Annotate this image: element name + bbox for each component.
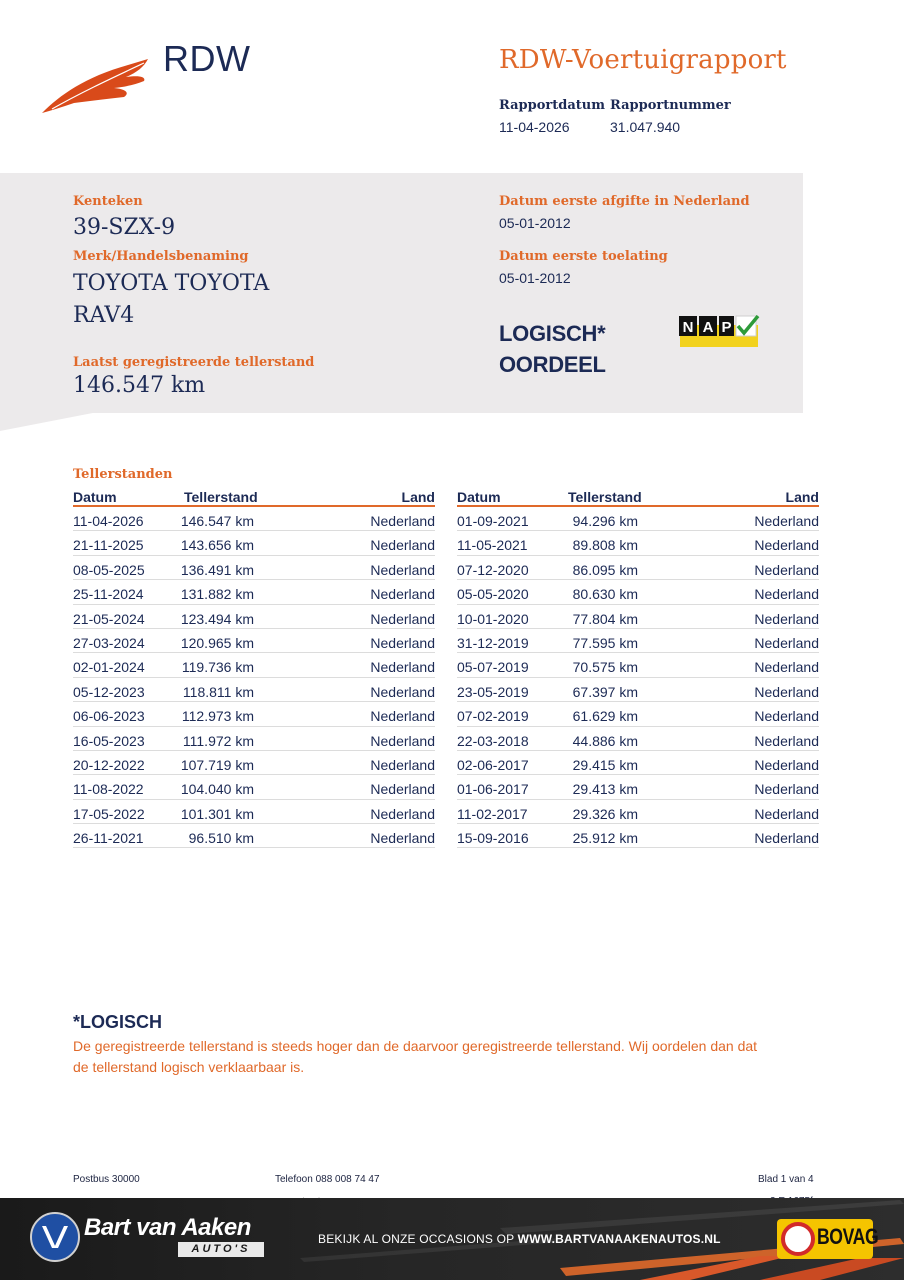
- row-date: 26-11-2021: [73, 830, 144, 847]
- row-reading: 94.296 km: [572, 513, 638, 529]
- row-reading: 146.547 km: [180, 513, 254, 529]
- row-reading: 107.719 km: [180, 756, 254, 773]
- row-country: Nederland: [370, 756, 435, 773]
- row-reading: 104.040 km: [180, 781, 254, 798]
- dealer-logo-icon: [30, 1212, 80, 1262]
- row-country: Nederland: [370, 683, 435, 700]
- row-reading: 70.575 km: [572, 659, 638, 676]
- table-row: [457, 824, 819, 848]
- row-date: 21-05-2024: [73, 610, 145, 627]
- header-country: Land: [785, 489, 819, 505]
- row-date: 17-05-2022: [73, 805, 145, 822]
- row-date: 05-05-2020: [457, 586, 529, 603]
- row-date: 22-03-2018: [457, 732, 529, 749]
- table-row: [457, 507, 819, 531]
- row-country: Nederland: [370, 561, 435, 578]
- row-date: 10-01-2020: [457, 610, 529, 627]
- dealer-monogram-icon: [32, 1214, 78, 1260]
- rdw-logo-text: RDW: [163, 38, 251, 79]
- row-date: 20-12-2022: [73, 756, 145, 773]
- table-row: [457, 653, 819, 677]
- table-row: [73, 653, 435, 677]
- first-registration-nl-label: Datum eerste afgifte in Nederland: [499, 194, 750, 209]
- row-date: 06-06-2023: [73, 708, 145, 725]
- row-date: 16-05-2023: [73, 732, 145, 749]
- table-row: [457, 629, 819, 653]
- row-country: Nederland: [754, 659, 819, 676]
- row-date: 23-05-2019: [457, 683, 529, 700]
- footer-phone: Telefoon 088 008 74 47: [275, 1174, 380, 1185]
- table-row: [73, 580, 435, 604]
- row-country: Nederland: [370, 610, 435, 627]
- row-date: 01-09-2021: [457, 513, 529, 529]
- table-row: [457, 605, 819, 629]
- table-row: [457, 751, 819, 775]
- row-reading: 29.413 km: [572, 781, 638, 798]
- row-country: Nederland: [754, 586, 819, 603]
- bovag-logo-text: BOVAG: [817, 1224, 879, 1249]
- row-date: 11-04-2026: [73, 513, 144, 529]
- header-date: Datum: [457, 489, 501, 505]
- row-reading: 44.886 km: [572, 732, 638, 749]
- verdict-line2: OORDEEL: [499, 352, 606, 377]
- readings-rows-right: [457, 507, 819, 848]
- dealer-banner[interactable]: [0, 1198, 904, 1280]
- report-number-label: Rapportnummer: [610, 98, 731, 113]
- header-reading: Tellerstand: [184, 489, 258, 505]
- row-reading: 77.595 km: [572, 634, 638, 651]
- row-country: Nederland: [754, 634, 819, 651]
- row-reading: 119.736 km: [181, 659, 254, 676]
- table-row: [73, 605, 435, 629]
- row-reading: 101.301 km: [180, 805, 254, 822]
- row-date: 27-03-2024: [73, 634, 145, 651]
- row-date: 02-06-2017: [457, 756, 529, 773]
- readings-header-right: [457, 489, 819, 507]
- row-country: Nederland: [754, 561, 819, 578]
- row-date: 05-12-2023: [73, 683, 145, 700]
- row-reading: 136.491 km: [180, 561, 254, 578]
- row-date: 11-02-2017: [457, 805, 528, 822]
- row-reading: 112.973 km: [181, 708, 254, 725]
- row-date: 07-02-2019: [457, 708, 529, 725]
- row-date: 02-01-2024: [73, 659, 145, 676]
- plate-value: 39-SZX-9: [73, 215, 176, 240]
- row-country: Nederland: [370, 586, 435, 603]
- row-date: 15-09-2016: [457, 830, 529, 847]
- row-date: 01-06-2017: [457, 781, 529, 798]
- row-reading: 67.397 km: [572, 683, 638, 700]
- readings-table-left: [73, 489, 435, 848]
- make-value-line1: TOYOTA TOYOTA: [73, 271, 270, 296]
- row-country: Nederland: [370, 659, 435, 676]
- row-date: 11-05-2021: [457, 537, 528, 554]
- panel-tab-decoration: [0, 411, 103, 431]
- table-row: [457, 531, 819, 555]
- banner-cta-prefix: BEKIJK AL ONZE OCCASIONS OP: [318, 1232, 518, 1246]
- rdw-feather-logo-icon: [40, 55, 152, 117]
- table-row: [73, 702, 435, 726]
- first-admission-label: Datum eerste toelating: [499, 249, 668, 264]
- first-registration-nl-value: 05-01-2012: [499, 215, 571, 231]
- footer-page-number: Blad 1 van 4: [758, 1174, 814, 1185]
- dealer-name: Bart van Aaken: [84, 1214, 251, 1241]
- row-reading: 120.965 km: [180, 634, 254, 651]
- row-country: Nederland: [754, 537, 819, 554]
- odometer-verdict: [499, 318, 606, 380]
- row-reading: 96.510 km: [188, 830, 254, 847]
- table-row: [73, 507, 435, 531]
- footnote-heading: *LOGISCH: [73, 1012, 163, 1032]
- odometer-value: 146.547 km: [73, 373, 206, 398]
- readings-rows-left: [73, 507, 435, 848]
- table-row: [73, 727, 435, 751]
- row-country: Nederland: [370, 781, 435, 798]
- plate-label: Kenteken: [73, 194, 143, 209]
- header-date: Datum: [73, 489, 117, 505]
- nap-letter-p: P: [721, 319, 732, 336]
- row-date: 31-12-2019: [457, 634, 529, 651]
- row-country: Nederland: [754, 830, 819, 847]
- row-country: Nederland: [370, 732, 435, 749]
- row-country: Nederland: [370, 634, 435, 651]
- table-row: [73, 800, 435, 824]
- table-row: [457, 556, 819, 580]
- row-date: 08-05-2025: [73, 561, 145, 578]
- row-reading: 118.811 km: [182, 683, 254, 700]
- table-row: [73, 824, 435, 848]
- row-date: 21-11-2025: [73, 537, 144, 554]
- row-date: 07-12-2020: [457, 561, 529, 578]
- nap-letter-a: A: [702, 319, 714, 336]
- table-row: [457, 775, 819, 799]
- header-country: Land: [401, 489, 435, 505]
- row-country: Nederland: [370, 708, 435, 725]
- row-reading: 143.656 km: [180, 537, 254, 554]
- readings-table-right: [457, 489, 819, 848]
- row-reading: 29.326 km: [572, 805, 638, 822]
- table-row: [73, 629, 435, 653]
- row-country: Nederland: [754, 513, 819, 529]
- report-title: RDW-Voertuigrapport: [499, 45, 787, 75]
- make-value-line2: RAV4: [73, 303, 135, 328]
- row-country: Nederland: [754, 781, 819, 798]
- nap-badge-icon: [678, 315, 760, 347]
- bovag-seal-icon: [781, 1222, 815, 1256]
- header-reading: Tellerstand: [568, 489, 642, 505]
- report-number-value: 31.047.940: [610, 119, 681, 135]
- row-country: Nederland: [370, 805, 435, 822]
- row-country: Nederland: [754, 732, 819, 749]
- row-country: Nederland: [754, 756, 819, 773]
- table-row: [73, 751, 435, 775]
- row-country: Nederland: [370, 537, 435, 554]
- row-country: Nederland: [754, 610, 819, 627]
- row-country: Nederland: [754, 708, 819, 725]
- row-reading: 123.494 km: [180, 610, 254, 627]
- row-reading: 61.629 km: [572, 708, 638, 725]
- table-row: [73, 531, 435, 555]
- table-row: [457, 580, 819, 604]
- row-country: Nederland: [370, 830, 435, 847]
- first-admission-value: 05-01-2012: [499, 270, 571, 286]
- row-reading: 86.095 km: [572, 561, 638, 578]
- table-row: [457, 727, 819, 751]
- make-label: Merk/Handelsbenaming: [73, 249, 249, 264]
- dealer-subtitle: AUTO'S: [178, 1242, 264, 1257]
- row-reading: 111.972 km: [182, 732, 254, 749]
- row-reading: 80.630 km: [572, 586, 638, 603]
- table-row: [457, 678, 819, 702]
- row-country: Nederland: [754, 683, 819, 700]
- table-row: [457, 800, 819, 824]
- row-date: 25-11-2024: [73, 586, 144, 603]
- row-reading: 77.804 km: [572, 610, 638, 627]
- footer-postbus: Postbus 30000: [73, 1174, 140, 1185]
- verdict-line1: LOGISCH*: [499, 321, 606, 346]
- odometer-label: Laatst geregistreerde tellerstand: [73, 355, 315, 370]
- readings-title: Tellerstanden: [73, 467, 173, 482]
- table-row: [73, 775, 435, 799]
- row-date: 11-08-2022: [73, 781, 144, 798]
- nap-letter-n: N: [682, 319, 694, 336]
- banner-cta-url[interactable]: WWW.BARTVANAAKENAUTOS.NL: [517, 1232, 721, 1246]
- report-date-label: Rapportdatum: [499, 98, 605, 113]
- row-reading: 89.808 km: [572, 537, 638, 554]
- row-date: 05-07-2019: [457, 659, 529, 676]
- report-date-value: 11-04-2026: [499, 119, 570, 135]
- banner-cta[interactable]: [318, 1232, 721, 1246]
- readings-header-left: [73, 489, 435, 507]
- row-reading: 131.882 km: [180, 586, 254, 603]
- table-row: [73, 556, 435, 580]
- row-reading: 25.912 km: [572, 830, 638, 847]
- row-country: Nederland: [754, 805, 819, 822]
- row-reading: 29.415 km: [572, 756, 638, 773]
- table-row: [457, 702, 819, 726]
- table-row: [73, 678, 435, 702]
- footnote-text: De geregistreerde tellerstand is steeds hoger dan de daarvoor geregistreerde tellerstand. Wij oordelen dan dat de tellerstand logisch verklaarbaar is.: [73, 1038, 758, 1075]
- row-country: Nederland: [370, 513, 435, 529]
